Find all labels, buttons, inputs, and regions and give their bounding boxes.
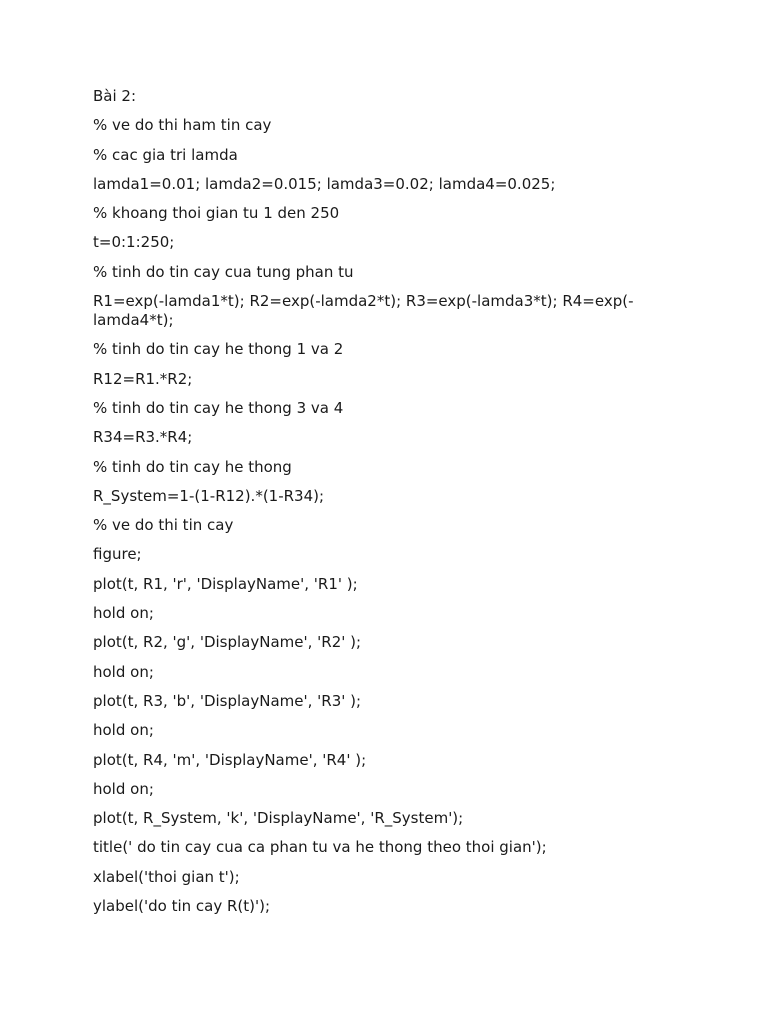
heading: Bài 2: — [93, 87, 137, 105]
code-line: plot(t, R3, 'b', 'DisplayName', 'R3' ); — [93, 691, 362, 710]
code-line: R1=exp(-lamda1*t); R2=exp(-lamda2*t); R3=exp(-lamda3*t); R4=exp(- lamda4*t); — [93, 292, 634, 330]
code-line: title(' do tin cay cua ca phan tu va he thong theo thoi gian'); — [93, 838, 547, 857]
code-line: hold on; — [93, 721, 154, 740]
code-line: R34=R3.*R4; — [93, 428, 193, 447]
comment-line: % ve do thi ham tin cay — [93, 116, 272, 135]
comment-line: % tinh do tin cay he thong 3 va 4 — [93, 398, 344, 417]
comment-line: % tinh do tin cay he thong — [93, 457, 292, 476]
code-line: figure; — [93, 545, 142, 564]
code-line: lamda1=0.01; lamda2=0.015; lamda3=0.02; lamda4=0.025; — [93, 174, 556, 193]
code-line: plot(t, R2, 'g', 'DisplayName', 'R2' ); — [93, 633, 362, 652]
comment-line: % cac gia tri lamda — [93, 145, 238, 164]
comment-line: % khoang thoi gian tu 1 den 250 — [93, 204, 340, 223]
code-line: hold on; — [93, 662, 154, 681]
comment-line: % tinh do tin cay he thong 1 va 2 — [93, 340, 344, 359]
code-line: R12=R1.*R2; — [93, 369, 193, 388]
code-line: plot(t, R4, 'm', 'DisplayName', 'R4' ); — [93, 750, 367, 769]
code-line: plot(t, R_System, 'k', 'DisplayName', 'R_System'); — [93, 809, 464, 828]
code-line: plot(t, R1, 'r', 'DisplayName', 'R1' ); — [93, 574, 358, 593]
comment-line: % tinh do tin cay cua tung phan tu — [93, 262, 354, 281]
comment-line: % ve do thi tin cay — [93, 516, 234, 535]
code-line: hold on; — [93, 604, 154, 623]
code-line: hold on; — [93, 779, 154, 798]
code-line: t=0:1:250; — [93, 233, 175, 252]
code-line: R_System=1-(1-R12).*(1-R34); — [93, 486, 325, 505]
code-line: xlabel('thoi gian t'); — [93, 867, 240, 886]
code-line: ylabel('do tin cay R(t)'); — [93, 897, 271, 916]
